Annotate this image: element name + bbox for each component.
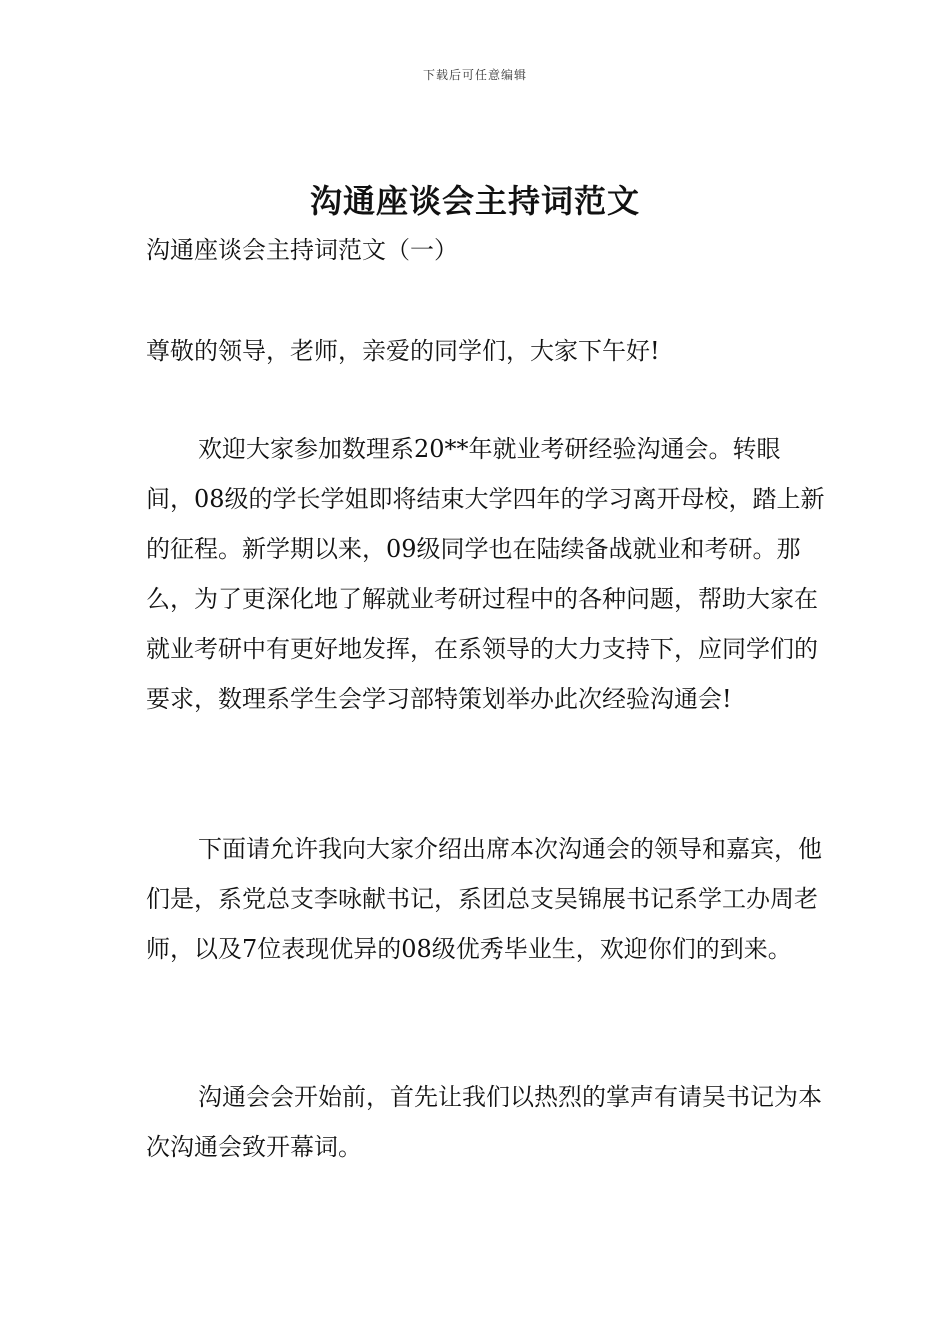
opening-remarks-paragraph: 沟通会会开始前，首先让我们以热烈的掌声有请吴书记为本次沟通会致开幕词。	[146, 1083, 822, 1161]
document-title: 沟通座谈会主持词范文	[309, 182, 640, 220]
header-note: 下载后可任意编辑	[422, 68, 527, 82]
greeting-paragraph: 尊敬的领导，老师，亲爱的同学们，大家下午好!	[146, 337, 660, 365]
guest-intro-paragraph: 下面请允许我向大家介绍出席本次沟通会的领导和嘉宾，他们是，系党总支李咏献书记，系团总支吴锦展书记系学工办周老师，以及7位表现优异的08级优秀毕业生，欢迎你们的到来。	[146, 835, 822, 963]
welcome-paragraph: 欢迎大家参加数理系20**年就业考研经验沟通会。转眼间，08级的学长学姐即将结束大学四年的学习离开母校，踏上新的征程。新学期以来，09级同学也在陆续备战就业和考研。那么，为了更深化地了解就业考研过程中的各种问题，帮助大家在就业考研中有更好地发挥，在系领导的大力支持下，应同学们的要求，数理系学生会学习部特策划举办此次经验沟通会!	[146, 435, 825, 713]
document-subtitle: 沟通座谈会主持词范文（一）	[146, 236, 458, 264]
